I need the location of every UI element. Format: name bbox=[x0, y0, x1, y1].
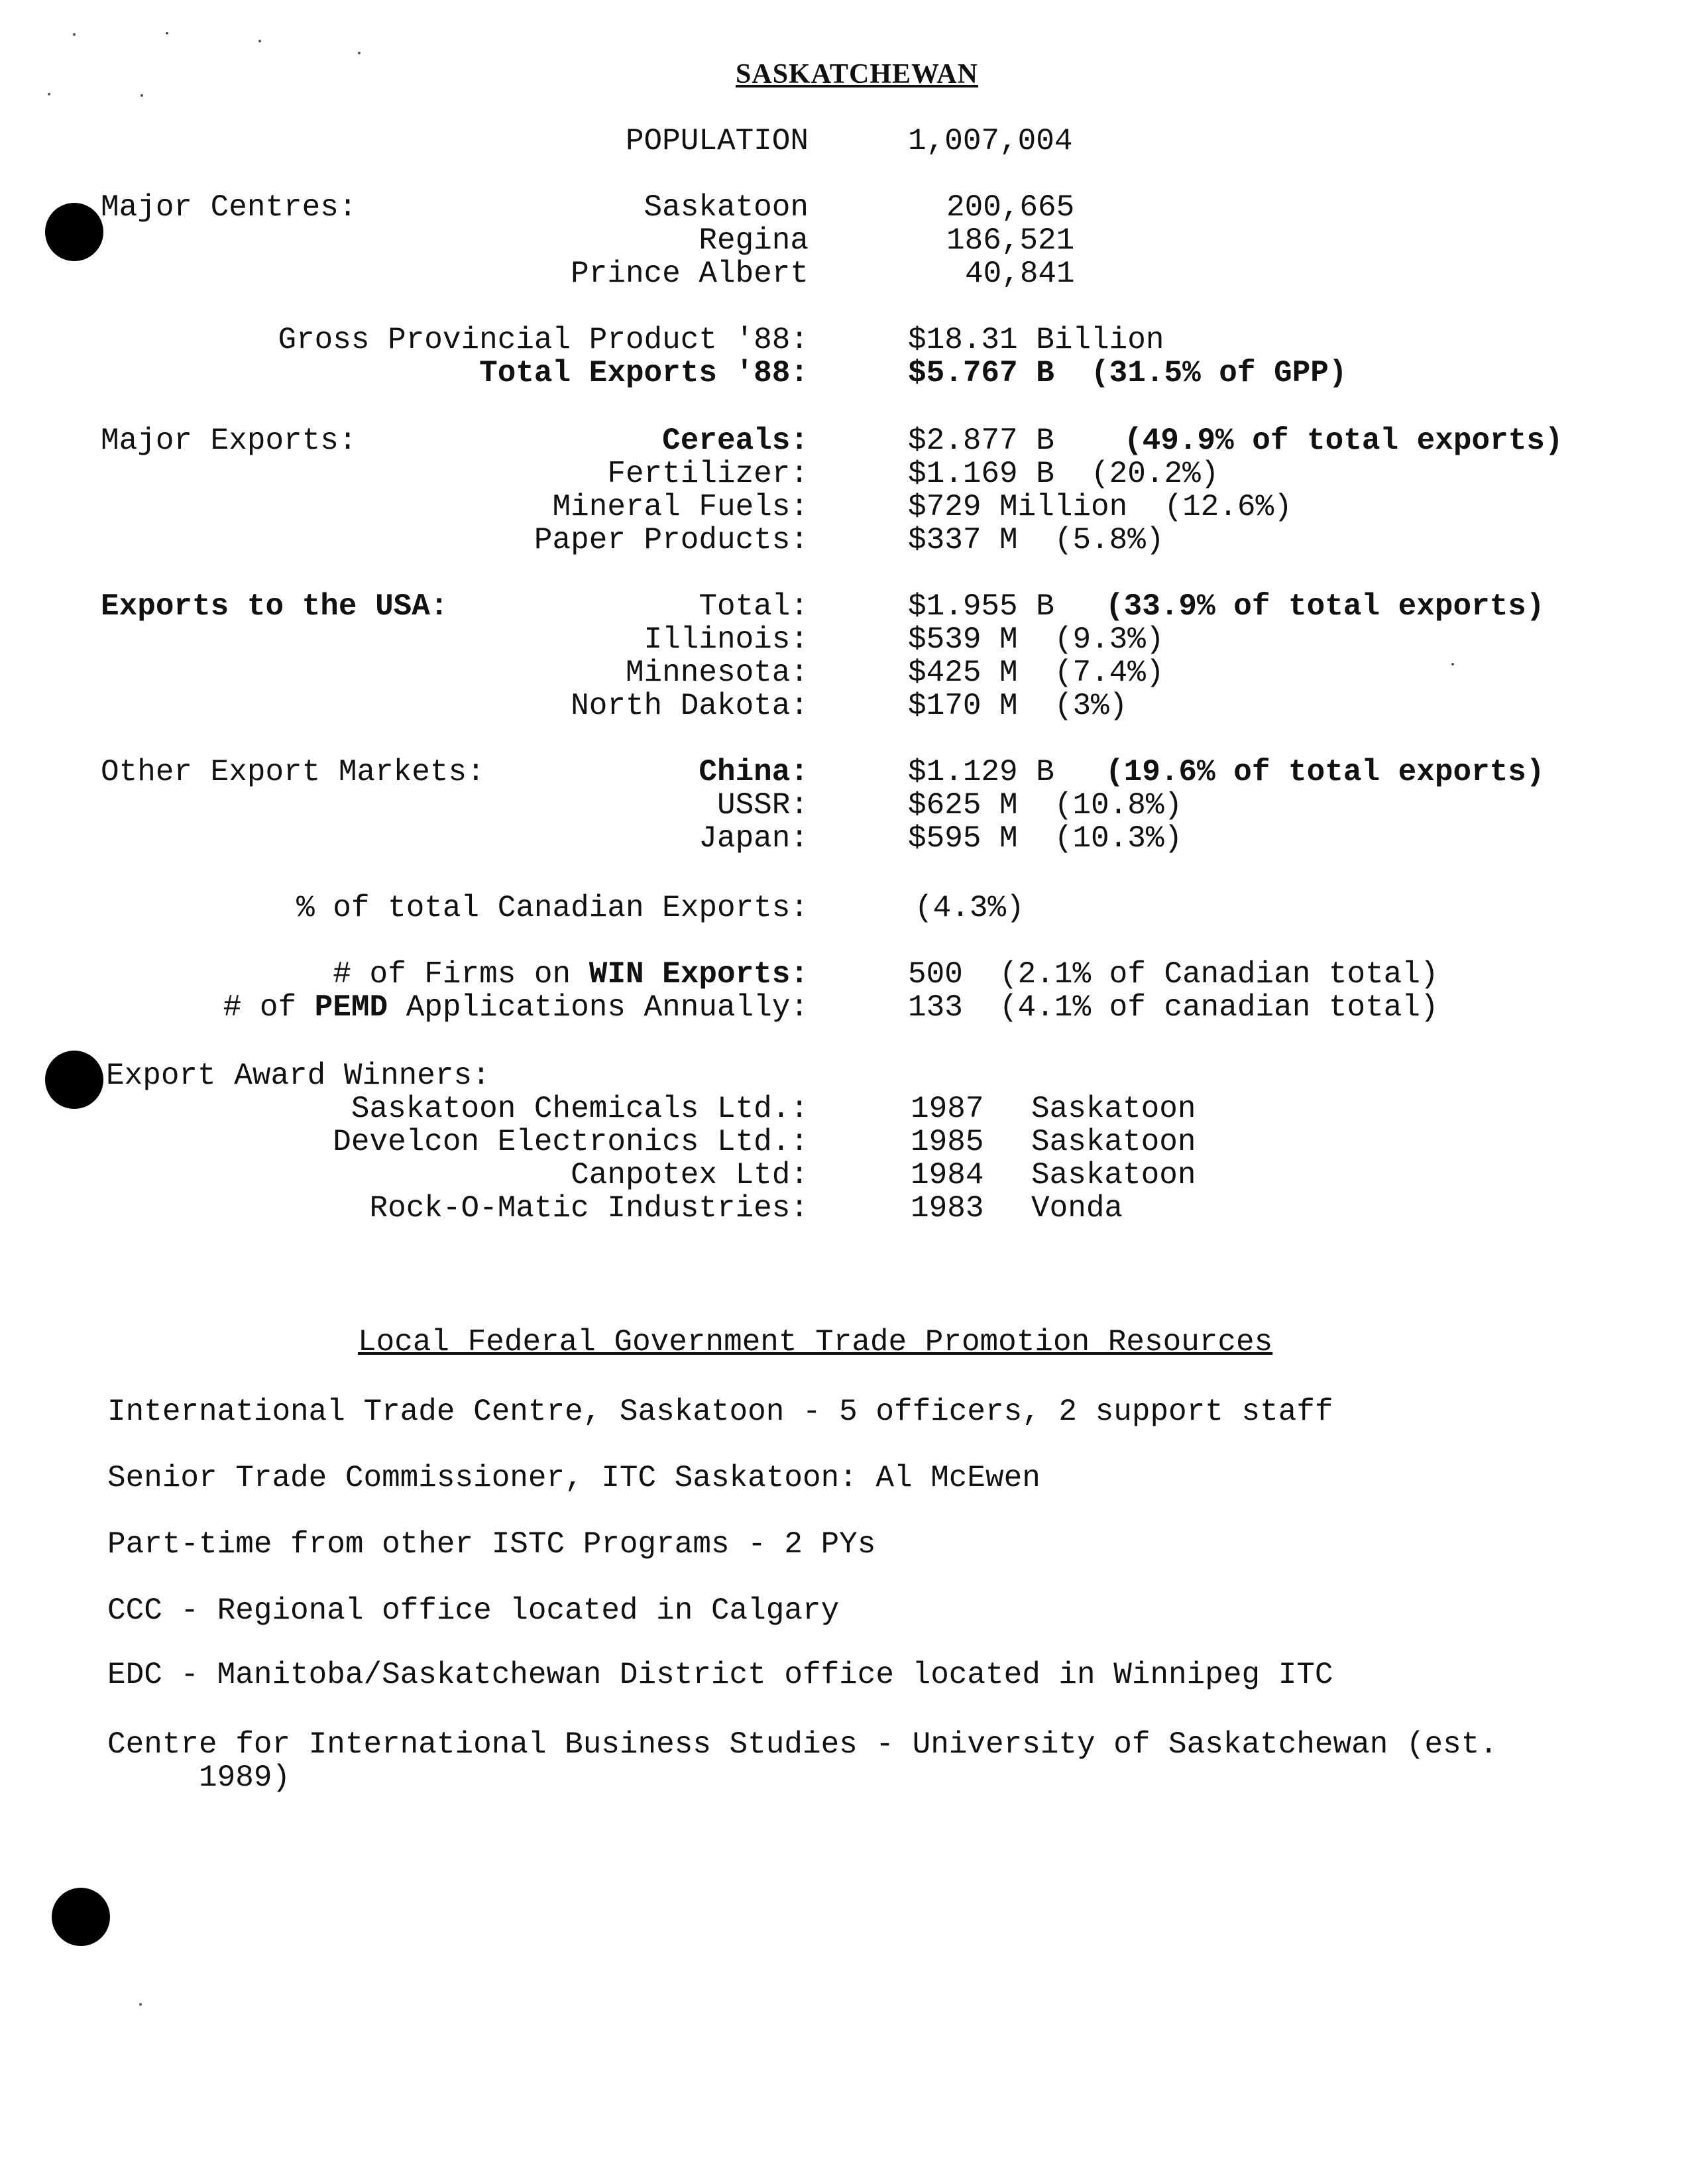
scan-speck bbox=[1451, 663, 1454, 665]
usa-value: $425 M (7.4%) bbox=[908, 656, 1164, 690]
export-name: Paper Products: bbox=[534, 523, 809, 557]
gpp-value: $18.31 Billion bbox=[908, 323, 1164, 357]
page-title: SASKATCHEWAN bbox=[736, 59, 978, 89]
award-place: Saskatoon bbox=[1031, 1125, 1196, 1159]
market-name: USSR: bbox=[716, 788, 809, 823]
punch-hole-bottom bbox=[52, 1888, 110, 1946]
award-company: Canpotex Ltd: bbox=[571, 1158, 809, 1192]
major-exports-heading: Major Exports: bbox=[101, 424, 357, 458]
usa-name: Total: bbox=[699, 589, 809, 624]
centre-name: Prince Albert bbox=[571, 257, 809, 291]
pct-canadian-value: (4.3%) bbox=[915, 891, 1025, 925]
scan-speck bbox=[48, 93, 50, 95]
scan-speck bbox=[73, 33, 76, 36]
win-firms-label-text: # of Firms on bbox=[333, 957, 589, 992]
award-year: 1984 bbox=[911, 1158, 984, 1192]
export-note: (49.9% of total exports) bbox=[1124, 424, 1563, 458]
award-year: 1985 bbox=[911, 1125, 984, 1159]
resource-line: Part-time from other ISTC Programs - 2 PYs bbox=[107, 1527, 876, 1562]
export-name: Mineral Fuels: bbox=[552, 490, 809, 524]
export-value: $337 M (5.8%) bbox=[908, 523, 1164, 557]
other-markets-heading: Other Export Markets: bbox=[101, 755, 485, 789]
centre-name: Regina bbox=[699, 223, 809, 258]
win-exports-term: WIN Exports: bbox=[589, 957, 809, 992]
pemd-label bbox=[0, 991, 809, 1024]
population-value: 1,007,004 bbox=[908, 124, 1073, 158]
gpp-label: Gross Provincial Product '88: bbox=[278, 323, 809, 357]
export-value: $2.877 B bbox=[908, 424, 1054, 458]
centre-name: Saskatoon bbox=[644, 190, 809, 225]
market-value: $625 M (10.8%) bbox=[908, 788, 1183, 823]
award-place: Saskatoon bbox=[1031, 1092, 1196, 1126]
pemd-label-pre: # of bbox=[223, 990, 315, 1025]
scan-speck bbox=[258, 40, 261, 42]
usa-value: $170 M (3%) bbox=[908, 689, 1128, 723]
usa-name: Illinois: bbox=[644, 622, 809, 657]
market-note: (19.6% of total exports) bbox=[1105, 755, 1545, 789]
centre-value: 186,521 bbox=[946, 223, 1075, 258]
export-value: $729 Million (12.6%) bbox=[908, 490, 1292, 524]
award-company: Saskatoon Chemicals Ltd.: bbox=[351, 1092, 809, 1126]
pemd-label-post: Applications Annually: bbox=[388, 990, 809, 1025]
resources-heading: Local Federal Government Trade Promotion Resources bbox=[358, 1325, 1273, 1359]
market-name: China: bbox=[699, 755, 809, 789]
resource-line: Centre for International Business Studies - University of Saskatchewan (est. bbox=[107, 1727, 1498, 1762]
centre-value: 40,841 bbox=[965, 257, 1075, 291]
market-name: Japan: bbox=[699, 821, 809, 856]
resource-line: International Trade Centre, Saskatoon - 5 officers, 2 support staff bbox=[107, 1395, 1333, 1429]
market-value: $595 M (10.3%) bbox=[908, 821, 1183, 856]
awards-heading: Export Award Winners: bbox=[106, 1059, 490, 1093]
resource-line: CCC - Regional office located in Calgary bbox=[107, 1593, 840, 1628]
resource-line: EDC - Manitoba/Saskatchewan District office located in Winnipeg ITC bbox=[107, 1658, 1333, 1692]
pct-canadian-label: % of total Canadian Exports: bbox=[296, 891, 809, 925]
usa-value: $539 M (9.3%) bbox=[908, 622, 1164, 657]
usa-value: $1.955 B bbox=[908, 589, 1054, 624]
resource-line-continued: 1989) bbox=[107, 1760, 291, 1795]
export-value: $1.169 B (20.2%) bbox=[908, 457, 1219, 491]
centre-value: 200,665 bbox=[946, 190, 1075, 225]
win-firms-label bbox=[0, 958, 809, 991]
export-name: Fertilizer: bbox=[607, 457, 809, 491]
scan-speck bbox=[358, 52, 361, 54]
scan-speck bbox=[140, 94, 143, 97]
scan-speck bbox=[166, 32, 168, 34]
resource-line: Senior Trade Commissioner, ITC Saskatoon: Al McEwen bbox=[107, 1461, 1040, 1495]
award-year: 1983 bbox=[911, 1191, 984, 1226]
export-name: Cereals: bbox=[662, 424, 809, 458]
usa-name: North Dakota: bbox=[571, 689, 809, 723]
total-exports-value: $5.767 B (31.5% of GPP) bbox=[908, 356, 1347, 390]
usa-name: Minnesota: bbox=[625, 656, 809, 690]
scan-speck bbox=[139, 2003, 142, 2006]
exports-usa-heading: Exports to the USA: bbox=[101, 589, 449, 624]
pemd-value: 133 (4.1% of canadian total) bbox=[908, 990, 1439, 1025]
population-label: POPULATION bbox=[625, 124, 809, 158]
award-year: 1987 bbox=[911, 1092, 984, 1126]
usa-note: (33.9% of total exports) bbox=[1105, 589, 1545, 624]
major-centres-heading: Major Centres: bbox=[101, 190, 357, 225]
award-place: Saskatoon bbox=[1031, 1158, 1196, 1192]
win-firms-value: 500 (2.1% of Canadian total) bbox=[908, 957, 1439, 992]
award-company: Develcon Electronics Ltd.: bbox=[333, 1125, 809, 1159]
award-place: Vonda bbox=[1031, 1191, 1123, 1226]
market-value: $1.129 B bbox=[908, 755, 1054, 789]
total-exports-label: Total Exports '88: bbox=[479, 356, 809, 390]
pemd-term: PEMD bbox=[314, 990, 388, 1025]
award-company: Rock-O-Matic Industries: bbox=[369, 1191, 809, 1226]
